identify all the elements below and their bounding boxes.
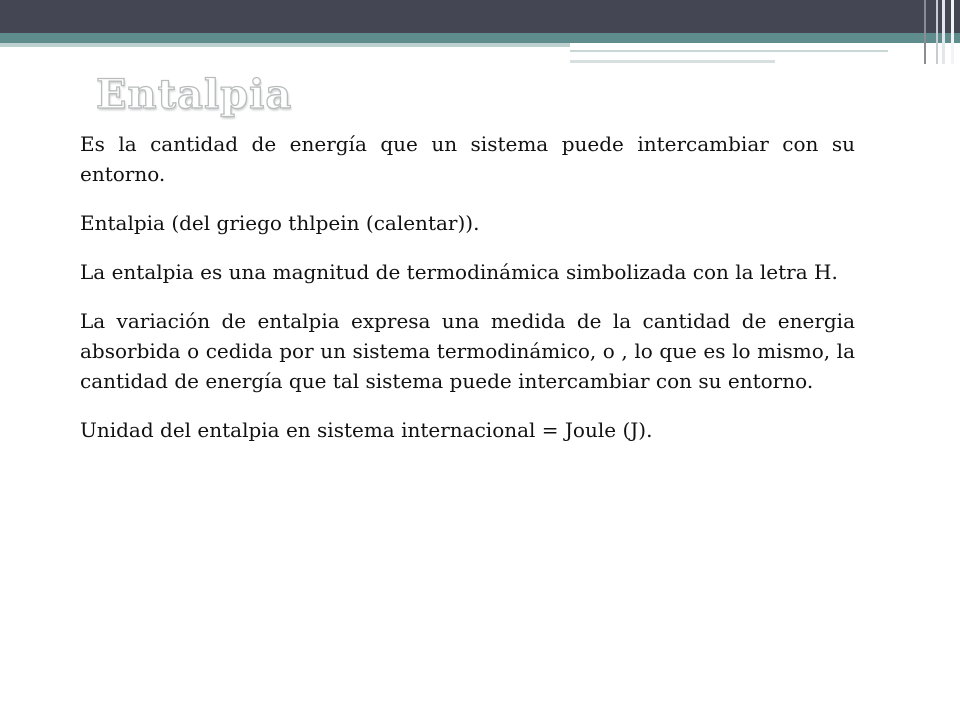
corner-stripes-decoration: [922, 0, 960, 64]
slide-body: [80, 129, 855, 464]
paragraph-etymology: Entalpia (del griego thlpein (calentar)).: [80, 211, 480, 235]
top-dark-bar: [0, 0, 960, 33]
teal-accent-band: [0, 33, 960, 43]
light-accent-band: [0, 43, 570, 47]
accent-line-long: [570, 50, 888, 52]
paragraph-variation: La variación de entalpia expresa una medida de la cantidad de energia absorbida o cedida por un sistema termodinámico, o , lo que es lo mismo, la cantidad de energía que tal sistema puede intercambiar con su entorno.: [80, 309, 855, 393]
paragraph-definition: Es la cantidad de energía que un sistema puede intercambiar con su entorno.: [80, 132, 855, 186]
slide-title: Entalpia: [96, 71, 293, 118]
paragraph-magnitude: La entalpia es una magnitud de termodinámica simbolizada con la letra H.: [80, 260, 838, 284]
paragraph-unit: Unidad del entalpia en sistema internacional = Joule (J).: [80, 418, 653, 442]
accent-line-short: [570, 60, 775, 63]
